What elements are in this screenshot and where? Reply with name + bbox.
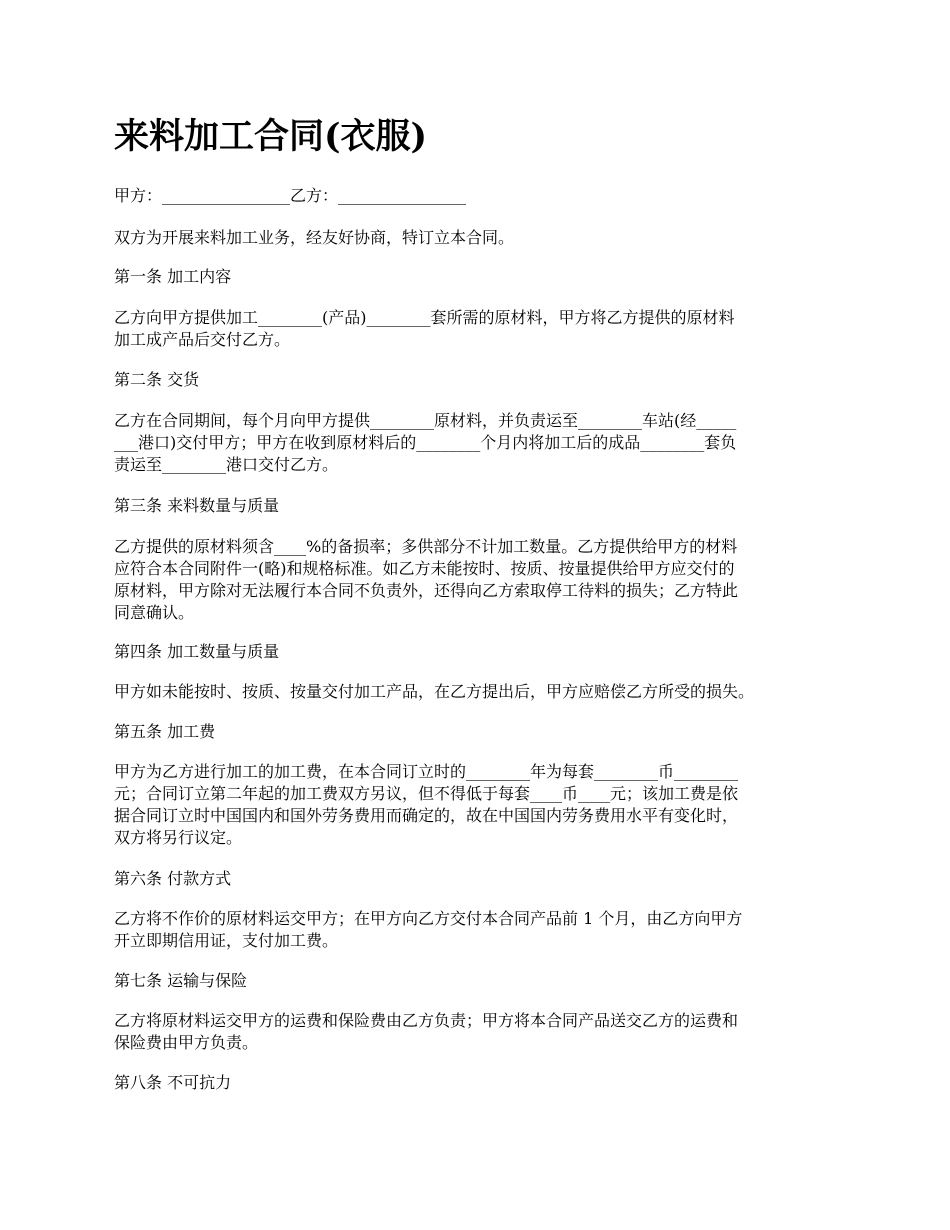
article-6-line-1: 乙方将不作价的原材料运交甲方；在甲方向乙方交付本合同产品前 1 个月，由乙方向甲方 xyxy=(114,909,743,928)
article-3-line-2: 应符合本合同附件一(略)和规格标准。如乙方未能按时、按质、按量提供给甲方应交付的 xyxy=(114,559,735,578)
article-7-line-1: 乙方将原材料运交甲方的运费和保险费由乙方负责；甲方将本合同产品送交乙方的运费和 xyxy=(114,1011,739,1030)
article-6-line-2: 开立即期信用证，支付加工费。 xyxy=(114,931,339,950)
parties-line: 甲方：________________乙方：________________ xyxy=(114,186,467,205)
article-1-heading: 第一条 加工内容 xyxy=(114,267,232,286)
article-5-heading: 第五条 加工费 xyxy=(114,722,216,741)
article-1-line-1: 乙方向甲方提供加工________(产品)________套所需的原材料，甲方将乙方提供的原材料 xyxy=(114,308,735,327)
article-3-line-3: 原材料，甲方除对无法履行本合同不负责外，还得向乙方索取停工待料的损失；乙方特此 xyxy=(114,581,739,600)
intro-paragraph: 双方为开展来料加工业务，经友好协商，特订立本合同。 xyxy=(114,228,515,247)
article-5-line-2: 元；合同订立第二年起的加工费双方另议，但不得低于每套____币____元；该加工费是依 xyxy=(114,784,739,803)
article-6-heading: 第六条 付款方式 xyxy=(114,869,232,888)
article-5-line-3: 据合同订立时中国国内和国外劳务费用而确定的，故在中国国内劳务费用水平有变化时， xyxy=(114,806,739,825)
article-4-line-1: 甲方如未能按时、按质、按量交付加工产品，在乙方提出后，甲方应赔偿乙方所受的损失。 xyxy=(114,682,755,701)
article-8-heading: 第八条 不可抗力 xyxy=(114,1073,232,1092)
article-3-line-1: 乙方提供的原材料须含____%的备损率；多供部分不计加工数量。乙方提供给甲方的材料 xyxy=(114,537,738,556)
article-7-heading: 第七条 运输与保险 xyxy=(114,971,248,990)
article-3-heading: 第三条 来料数量与质量 xyxy=(114,496,280,515)
document-title: 来料加工合同(衣服) xyxy=(114,116,428,157)
article-2-line-3: 责运至________港口交付乙方。 xyxy=(114,455,339,474)
article-5-line-1: 甲方为乙方进行加工的加工费，在本合同订立时的________年为每套________币________ xyxy=(114,762,739,781)
article-7-line-2: 保险费由甲方负责。 xyxy=(114,1033,259,1052)
article-5-line-4: 双方将另行议定。 xyxy=(114,828,243,847)
article-2-line-1: 乙方在合同期间，每个月向甲方提供________原材料，并负责运至________车站(经_____ xyxy=(114,411,737,430)
article-2-heading: 第二条 交货 xyxy=(114,370,200,389)
article-1-line-2: 加工成产品后交付乙方。 xyxy=(114,330,291,349)
article-2-line-2: ___港口)交付甲方；甲方在收到原材料后的________个月内将加工后的成品________套负 xyxy=(114,433,737,452)
article-3-line-4: 同意确认。 xyxy=(114,603,195,622)
article-4-heading: 第四条 加工数量与质量 xyxy=(114,642,280,661)
